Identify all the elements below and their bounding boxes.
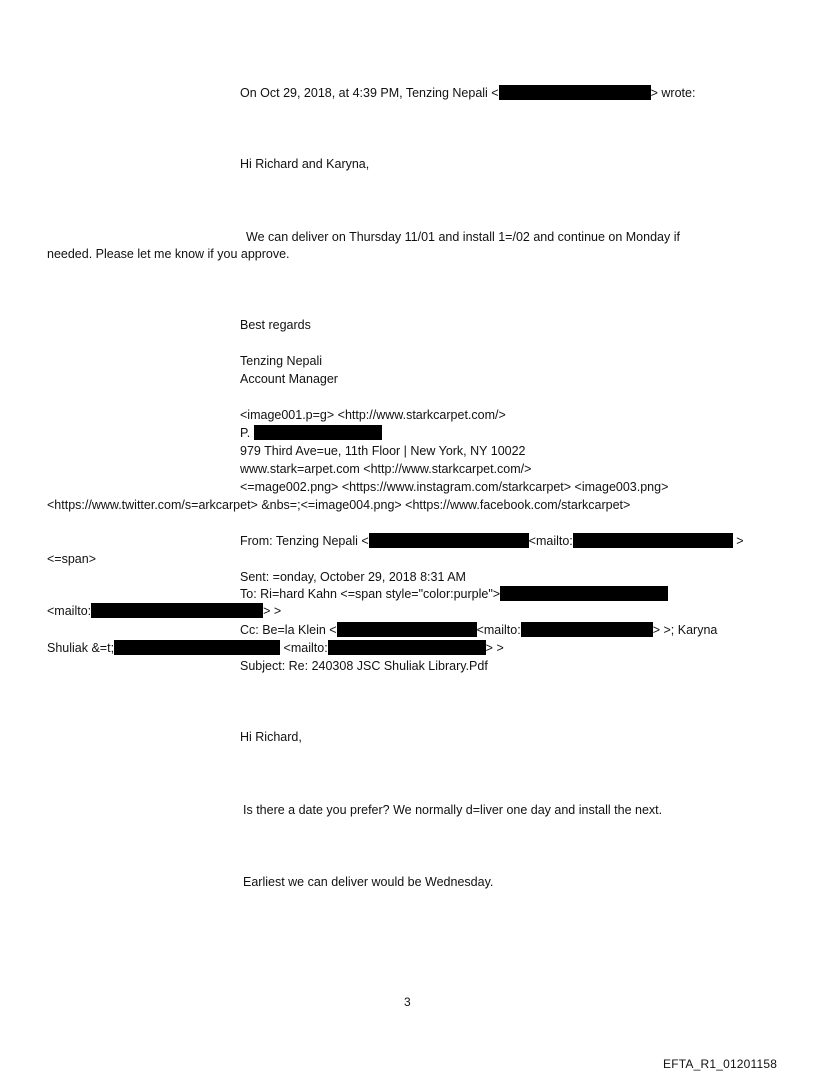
to-mailto: <mailto: — [47, 604, 92, 618]
redaction-bar — [369, 533, 529, 548]
cc2-prefix: Shuliak &=t; — [47, 641, 115, 655]
redaction-bar — [91, 603, 263, 618]
earliest-line: Earliest we can deliver would be Wednesday. — [243, 875, 494, 889]
signature-social-2: <https://www.twitter.com/s=arkcarpet> &nbs=;<=image004.png> <https://www.facebook.com/starkcarpet> — [47, 498, 631, 512]
document-id: EFTA_R1_01201158 — [663, 1057, 778, 1071]
body-line-2: needed. Please let me know if you approve. — [47, 247, 290, 261]
body-line-1: We can deliver on Thursday 11/01 and install 1=/02 and continue on Monday if — [246, 230, 680, 244]
signature-address: 979 Third Ave=ue, 11th Floor | New York, NY 10022 — [240, 444, 526, 458]
quote-header-prefix: On Oct 29, 2018, at 4:39 PM, Tenzing Nepali < — [240, 86, 499, 100]
signature-logo-link: <image001.p=g> <http://www.starkcarpet.com/> — [240, 408, 506, 422]
phone-prefix: P. — [240, 426, 251, 440]
quote-header — [240, 85, 695, 101]
cc-line-2 — [47, 640, 504, 656]
redaction-bar — [573, 533, 733, 548]
signature-social-1: <=mage002.png> <https://www.instagram.com/starkcarpet> <image003.png> — [240, 480, 669, 494]
span-tag: <=span> — [47, 552, 97, 566]
redaction-bar — [521, 622, 653, 637]
from-prefix: From: Tenzing Nepali < — [240, 534, 369, 548]
page-number: 3 — [404, 995, 411, 1009]
to-line — [240, 586, 668, 602]
closing: Best regards — [240, 318, 311, 332]
sent-line: Sent: =onday, October 29, 2018 8:31 AM — [240, 570, 466, 584]
question-line: Is there a date you prefer? We normally d=liver one day and install the next. — [243, 803, 663, 817]
cc2-mailto: <mailto: — [283, 641, 328, 655]
subject-line: Subject: Re: 240308 JSC Shuliak Library.Pdf — [240, 659, 488, 673]
signature-phone — [240, 425, 382, 441]
from-line — [240, 533, 744, 549]
redaction-bar — [254, 425, 382, 440]
cc-line — [240, 622, 717, 638]
greeting-2: Hi Richard, — [240, 730, 302, 744]
signature-title: Account Manager — [240, 372, 338, 386]
quote-header-suffix: > wrote: — [650, 86, 696, 100]
greeting: Hi Richard and Karyna, — [240, 157, 370, 171]
to-suffix: > > — [263, 604, 282, 618]
redaction-bar — [500, 586, 668, 601]
from-suffix: > — [736, 534, 744, 548]
redaction-bar — [114, 640, 280, 655]
cc2-suffix: > > — [485, 641, 504, 655]
redaction-bar — [337, 622, 477, 637]
signature-web: www.stark=arpet.com <http://www.starkcarpet.com/> — [240, 462, 532, 476]
cc-suffix: > >; Karyna — [652, 623, 718, 637]
from-mailto: <mailto: — [528, 534, 573, 548]
to-prefix: To: Ri=hard Kahn <=span style="color:purple"> — [240, 587, 501, 601]
to-line-2 — [47, 603, 281, 619]
signature-name: Tenzing Nepali — [240, 354, 322, 368]
redaction-bar — [328, 640, 486, 655]
cc-prefix: Cc: Be=la Klein < — [240, 623, 337, 637]
redaction-bar — [499, 85, 651, 100]
cc-mailto: <mailto: — [476, 623, 521, 637]
